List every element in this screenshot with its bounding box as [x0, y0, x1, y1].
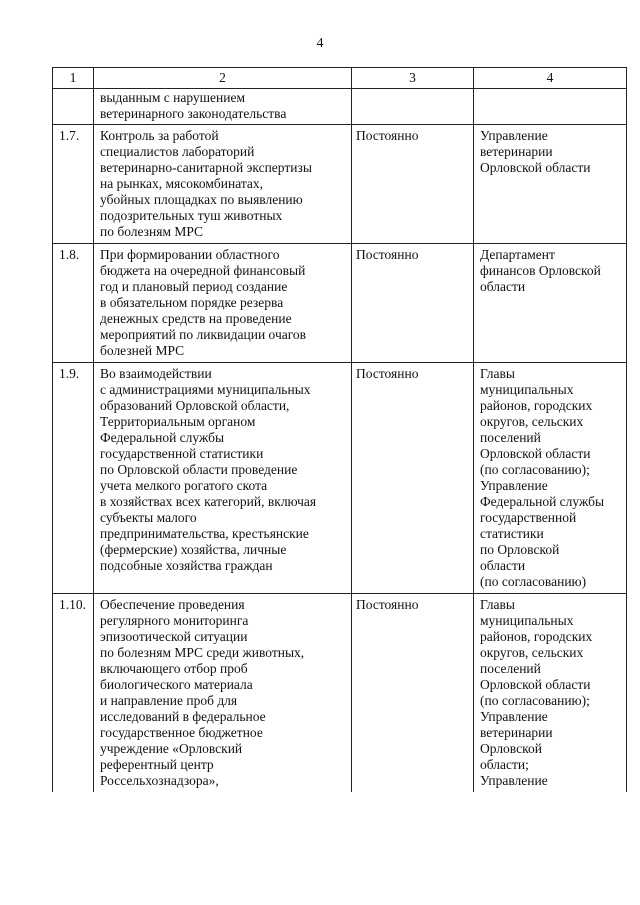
responsible-executor-line: округов, сельских	[480, 645, 584, 660]
header-col-2: 2	[94, 68, 352, 89]
table-row	[53, 89, 627, 125]
responsible-executor-line: Главы	[480, 597, 515, 612]
measure-description-line: референтный центр	[100, 757, 214, 772]
execution-term	[352, 125, 474, 244]
execution-term-line: Постоянно	[356, 597, 419, 612]
measure-description-line: государственной статистики	[100, 446, 264, 461]
measure-description	[94, 244, 352, 363]
measure-description	[94, 89, 352, 125]
measure-description-line: бюджета на очередной финансовый	[100, 263, 306, 278]
measure-description-line: специалистов лабораторий	[100, 144, 255, 159]
header-col-4: 4	[474, 68, 627, 89]
measure-description-line: Россельхознадзора»,	[100, 773, 219, 788]
measure-description-line: выданным с нарушением	[100, 90, 246, 105]
execution-term	[352, 363, 474, 594]
measure-description-line: в хозяйствах всех категорий, включая	[100, 494, 317, 509]
responsible-executor-line: Орловской области	[480, 160, 591, 175]
measure-description-line: исследований в федеральное	[100, 709, 266, 724]
responsible-executor	[474, 89, 627, 125]
responsible-executor-line: Управление	[480, 128, 548, 143]
measure-description-line: на рынках, мясокомбинатах,	[100, 176, 264, 191]
responsible-executor-line: Управление	[480, 709, 548, 724]
measure-description-line: биологического материала	[100, 677, 253, 692]
measure-description-line: (фермерские) хозяйства, личные	[100, 542, 287, 557]
measure-description-line: Во взаимодействии	[100, 366, 212, 381]
responsible-executor	[474, 363, 627, 594]
execution-term-line: Постоянно	[356, 128, 419, 143]
responsible-executor-line: Управление	[480, 478, 548, 493]
responsible-executor-line: округов, сельских	[480, 414, 584, 429]
responsible-executor-line: (по согласованию);	[480, 693, 590, 708]
measure-description-line: убойных площадках по выявлению	[100, 192, 303, 207]
measure-description-line: Обеспечение проведения	[100, 597, 245, 612]
responsible-executor-line: Департамент	[480, 247, 555, 262]
responsible-executor	[474, 125, 627, 244]
responsible-executor-line: финансов Орловской	[480, 263, 601, 278]
header-col-1: 1	[53, 68, 94, 89]
measure-description-line: учета мелкого рогатого скота	[100, 478, 268, 493]
measure-description-line: по Орловской области проведение	[100, 462, 298, 477]
measure-description-line: подсобные хозяйства граждан	[100, 558, 273, 573]
measure-description-line: образований Орловской области,	[100, 398, 290, 413]
responsible-executor-line: поселений	[480, 430, 541, 445]
measure-description-line: При формировании областного	[100, 247, 280, 262]
measure-description-line: мероприятий по ликвидации очагов	[100, 327, 307, 342]
execution-term-line: Постоянно	[356, 366, 419, 381]
responsible-executor-line: муниципальных	[480, 382, 574, 397]
measure-description-line: ветеринарного законодательства	[100, 106, 287, 121]
responsible-executor-line: Орловской	[480, 741, 542, 756]
header-row	[53, 68, 627, 89]
responsible-executor-line: области	[480, 279, 526, 294]
table-row	[53, 363, 627, 594]
table-row	[53, 125, 627, 244]
header-col-3: 3	[352, 68, 474, 89]
responsible-executor-line: области;	[480, 757, 529, 772]
responsible-executor-line: ветеринарии	[480, 144, 553, 159]
responsible-executor-line: муниципальных	[480, 613, 574, 628]
measure-description-line: Территориальным органом	[100, 414, 256, 429]
measure-description-line: предпринимательства, крестьянские	[100, 526, 309, 541]
measure-description-line: эпизоотической ситуации	[100, 629, 248, 644]
measure-description-line: подозрительных туш животных	[100, 208, 283, 223]
responsible-executor-line: Орловской области	[480, 446, 591, 461]
execution-term	[352, 89, 474, 125]
execution-term	[352, 594, 474, 793]
responsible-executor-line: области	[480, 558, 526, 573]
execution-term-line: Постоянно	[356, 247, 419, 262]
responsible-executor-line: Орловской области	[480, 677, 591, 692]
responsible-executor-line: ветеринарии	[480, 725, 553, 740]
execution-term	[352, 244, 474, 363]
measure-description-line: Федеральной службы	[100, 430, 225, 445]
measure-description-line: государственное бюджетное	[100, 725, 263, 740]
item-number: 1.7.	[53, 125, 94, 244]
measure-description-line: и направление проб для	[100, 693, 238, 708]
measure-description-line: с администрациями муниципальных	[100, 382, 311, 397]
measure-description-line: Контроль за работой	[100, 128, 219, 143]
table-row	[53, 594, 627, 793]
responsible-executor	[474, 244, 627, 363]
measure-description-line: по болезням МРС среди животных,	[100, 645, 305, 660]
measure-description-line: в обязательном порядке резерва	[100, 295, 284, 310]
responsible-executor-line: поселений	[480, 661, 541, 676]
item-number	[53, 89, 94, 125]
item-number: 1.9.	[53, 363, 94, 594]
responsible-executor-line: Главы	[480, 366, 515, 381]
responsible-executor-line: статистики	[480, 526, 544, 541]
responsible-executor-line: Управление	[480, 773, 548, 788]
responsible-executor-line: районов, городских	[480, 629, 593, 644]
responsible-executor-line: Федеральной службы	[480, 494, 605, 509]
measure-description-line: ветеринарно-санитарной экспертизы	[100, 160, 312, 175]
measure-description-line: учреждение «Орловский	[100, 741, 243, 756]
measure-description-line: год и плановый период создание	[100, 279, 288, 294]
measure-description-line: болезней МРС	[100, 343, 185, 358]
responsible-executor-line: районов, городских	[480, 398, 593, 413]
item-number: 1.8.	[53, 244, 94, 363]
page-number: 4	[316, 36, 324, 51]
measure-description-line: денежных средств на проведение	[100, 311, 292, 326]
responsible-executor	[474, 594, 627, 793]
responsible-executor-line: государственной	[480, 510, 577, 525]
measure-description-line: включающего отбор проб	[100, 661, 248, 676]
responsible-executor-line: по Орловской	[480, 542, 560, 557]
table-row	[53, 244, 627, 363]
measures-table	[52, 67, 627, 792]
measure-description-line: по болезням МРС	[100, 224, 204, 239]
responsible-executor-line: (по согласованию);	[480, 462, 590, 477]
measure-description-line: регулярного мониторинга	[100, 613, 249, 628]
measure-description	[94, 363, 352, 594]
measure-description	[94, 594, 352, 793]
measure-description-line: субъекты малого	[100, 510, 197, 525]
measure-description	[94, 125, 352, 244]
responsible-executor-line: (по согласованию)	[480, 574, 587, 589]
item-number: 1.10.	[53, 594, 94, 793]
